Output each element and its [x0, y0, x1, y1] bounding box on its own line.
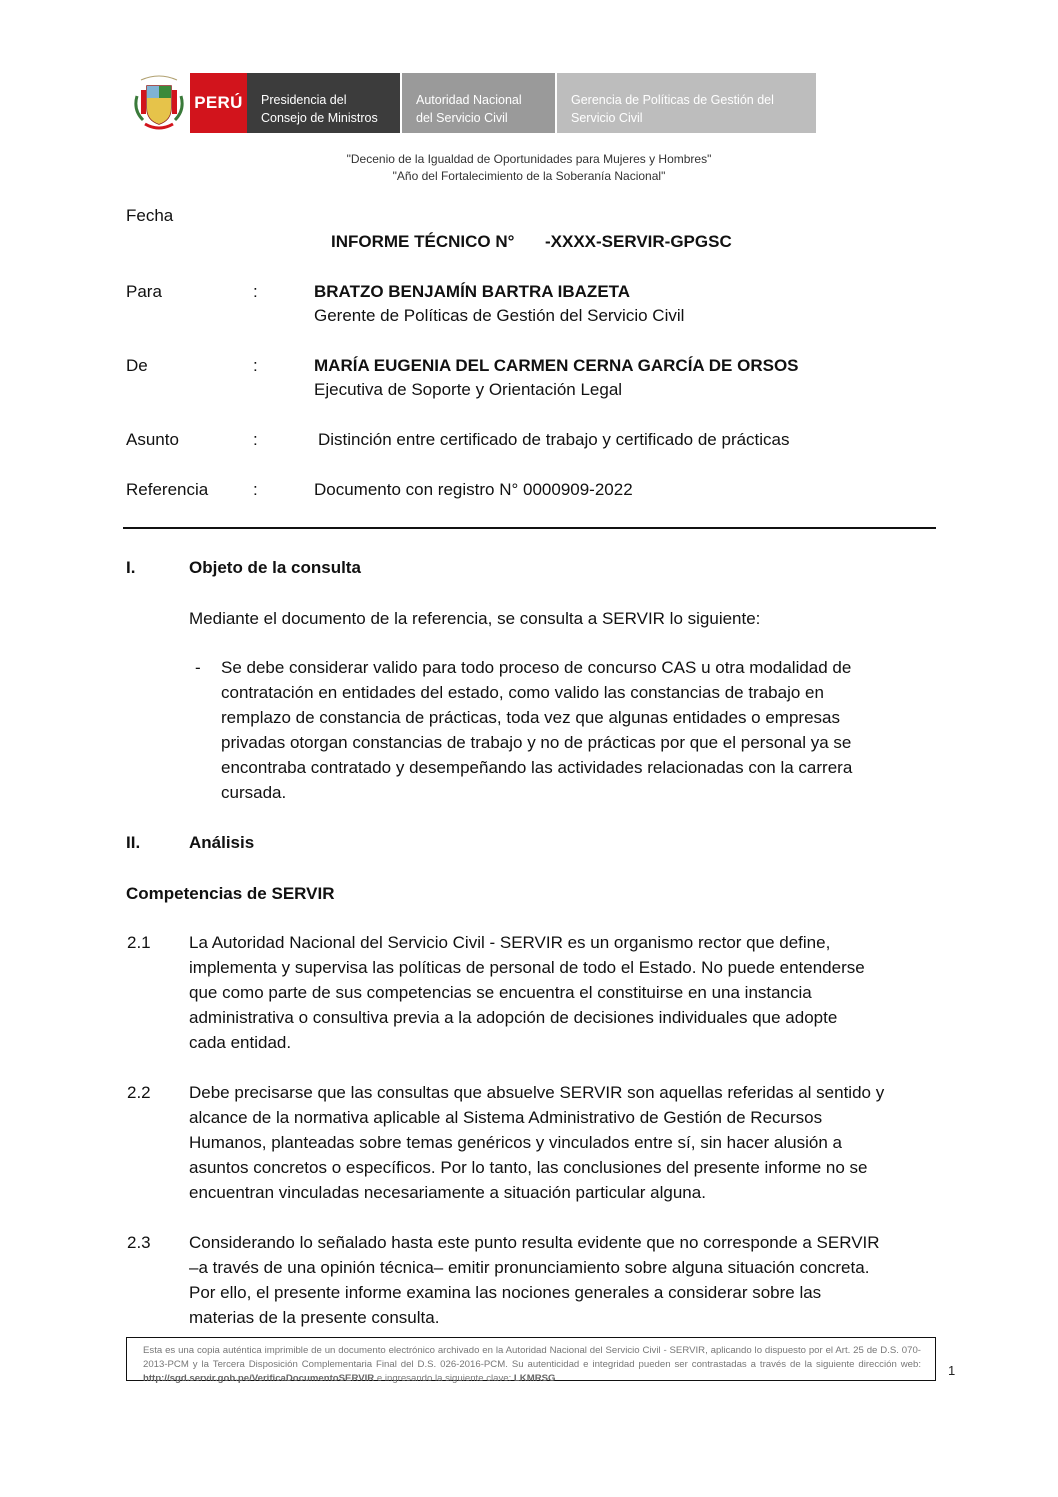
authenticity-notice [126, 1337, 936, 1384]
paragraph-2-2 [189, 1080, 933, 1205]
paragraph-line: Debe precisarse que las consultas que absuelve SERVIR son aquellas referidas al sentido y [189, 1083, 885, 1102]
section-1-bullet [221, 655, 933, 805]
referencia-value: Documento con registro N° 0000909-2022 [314, 480, 633, 499]
bullet-line: encontraba contratado y desempeñando las actividades relacionadas con la carrera [221, 758, 853, 777]
notice-text-2: e ingresando la siguiente clave: [374, 1373, 514, 1384]
section-1-intro: Mediante el documento de la referencia, se consulta a SERVIR lo siguiente: [189, 609, 761, 628]
divider [123, 527, 936, 529]
paragraph-line: Por ello, el presente informe examina las nociones generales a considerar sobre las [189, 1283, 822, 1302]
verification-key: LKMRSG [513, 1373, 556, 1384]
paragraph-number: 2.1 [127, 933, 151, 952]
paragraph-line: –a través de una opinión técnica– emitir pronunciamiento sobre alguna situación concreta. [189, 1258, 870, 1277]
verification-link[interactable]: http://sgd.servir.gob.pe/VerificaDocumentoSERVIR [143, 1373, 375, 1384]
section-2-number: II. [126, 833, 141, 852]
peru-logo: PERÚ [190, 73, 247, 133]
paragraph-line: que como parte de sus competencias se encuentra el constituirse en una instancia [189, 983, 812, 1002]
section-2-title: Análisis [189, 833, 255, 852]
page-number: 1 [948, 1363, 956, 1378]
paragraph-line: Humanos, planteadas sobre temas genéricos y vinculados entre sí, sin hacer alusión a [189, 1133, 842, 1152]
header-box-gerencia-line1: Gerencia de Políticas de Gestión del [571, 93, 774, 107]
de-label: De [126, 356, 148, 375]
para-role: Gerente de Políticas de Gestión del Servicio Civil [314, 306, 685, 325]
paragraph-line: implementa y supervisa las políticas de personal de todo el Estado. No puede entenderse [189, 958, 865, 977]
paragraph-line: cada entidad. [189, 1033, 292, 1052]
paragraph-line: alcance de la normativa aplicable al Sistema Administrativo de Gestión de Recursos [189, 1108, 823, 1127]
bullet-marker: - [195, 658, 201, 677]
paragraph-number: 2.3 [127, 1233, 151, 1252]
motto-line-1: "Decenio de la Igualdad de Oportunidades para Mujeres y Hombres" [346, 152, 712, 166]
asunto-colon: : [253, 430, 258, 449]
paragraph-line: materias de la presente consulta. [189, 1308, 440, 1327]
fecha-label: Fecha [126, 206, 174, 225]
report-title: INFORME TÉCNICO N° [331, 232, 515, 251]
para-colon: : [253, 282, 258, 301]
header-box-servir [402, 73, 555, 133]
de-name: MARÍA EUGENIA DEL CARMEN CERNA GARCÍA DE ORSOS [314, 356, 799, 375]
paragraph-line: administrativa o consultiva previa a la adopción de decisiones individuales que adopte [189, 1008, 838, 1027]
section-1-title: Objeto de la consulta [189, 558, 361, 577]
bullet-line: contratación en entidades del estado, como valido las constancias de trabajo en [221, 683, 824, 702]
asunto-value: Distinción entre certificado de trabajo y certificado de prácticas [318, 430, 790, 449]
coat-of-arms-icon [133, 74, 185, 134]
header-box-pcm-line1: Presidencia del [261, 93, 347, 107]
header-box-servir-line1: Autoridad Nacional [416, 93, 522, 107]
report-code: -XXXX-SERVIR-GPGSC [545, 232, 732, 251]
paragraph-2-1 [189, 930, 933, 1055]
bullet-line: Se debe considerar valido para todo proceso de concurso CAS u otra modalidad de [221, 658, 852, 677]
referencia-label: Referencia [126, 480, 209, 499]
referencia-colon: : [253, 480, 258, 499]
para-label: Para [126, 282, 162, 301]
paragraph-line: asuntos concretos o específicos. Por lo tanto, las conclusiones del presente informe no se [189, 1158, 868, 1177]
para-name: BRATZO BENJAMÍN BARTRA IBAZETA [314, 282, 631, 301]
header-box-pcm [247, 73, 400, 133]
motto-line-2: "Año del Fortalecimiento de la Soberanía Nacional" [392, 169, 666, 183]
bullet-line: cursada. [221, 783, 287, 802]
header-box-gerencia [557, 73, 816, 133]
asunto-label: Asunto [126, 430, 179, 449]
header-box-gerencia-line2: Servicio Civil [571, 111, 643, 125]
paragraph-number: 2.2 [127, 1083, 151, 1102]
paragraph-line: Considerando lo señalado hasta este punto resulta evidente que no corresponde a SERVIR [189, 1233, 880, 1252]
de-colon: : [253, 356, 258, 375]
notice-text: Esta es una copia auténtica imprimible de un documento electrónico archivado en la Autoridad Nacional del Servicio Civil - SERVIR, aplicando lo dispuesto por el Art. 25 de D.S. 070-2013-PCM y la Tercera Disposición Complementaria Final del D.S. 026-2016-PCM. Su autenticidad e integridad pueden ser contrastadas a través de la siguiente dirección web: [143, 1345, 921, 1370]
paragraph-2-3 [189, 1230, 933, 1330]
section-2-subtitle: Competencias de SERVIR [126, 884, 335, 903]
de-role: Ejecutiva de Soporte y Orientación Legal [314, 380, 623, 399]
header-box-pcm-line2: Consejo de Ministros [261, 111, 378, 125]
section-1-number: I. [126, 558, 136, 577]
header-box-servir-line2: del Servicio Civil [416, 111, 508, 125]
bullet-line: privadas otorgan constancias de trabajo y no de prácticas por que el personal ya se [221, 733, 852, 752]
paragraph-line: encuentran vinculadas necesariamente a situación particular alguna. [189, 1183, 706, 1202]
bullet-line: remplazo de constancia de prácticas, toda vez que algunas entidades o empresas [221, 708, 840, 727]
paragraph-line: La Autoridad Nacional del Servicio Civil - SERVIR es un organismo rector que define, [189, 933, 831, 952]
